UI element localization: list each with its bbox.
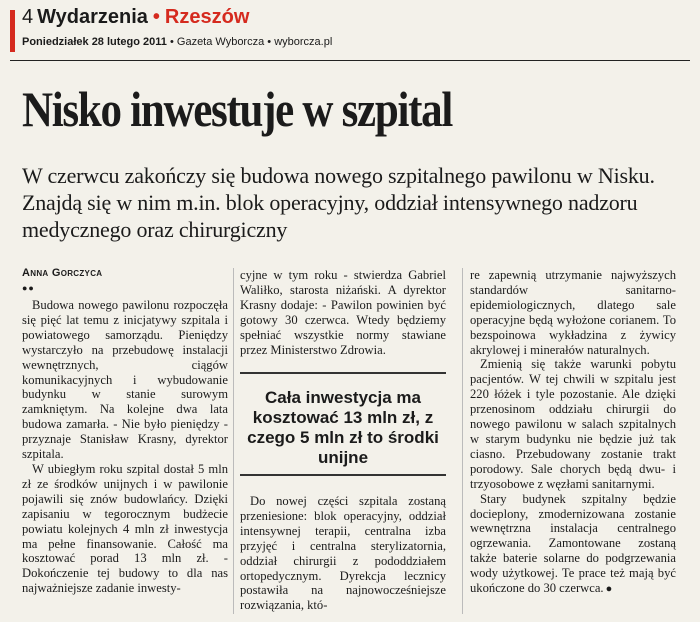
issue-date: Poniedziałek 28 lutego 2011: [22, 36, 167, 48]
issue-info: [22, 36, 332, 48]
header-rule: [10, 60, 690, 61]
column-divider: [233, 268, 234, 614]
article-paragraph: W ubiegłym roku szpital dostał 5 mln zł ze środków unijnych i w pawilonie pojawili się znów budowlańcy. Dzięki zapisaniu w tegorocznym budżecie powiatu kolejnych 4 mln zł inwestycja ma pełne finansowanie. Całość ma kosztować porad 13 mln zł. - Dokończenie tej budowy to dla nas najważniejsze zadanie inwesty-: [22, 461, 228, 596]
article-paragraph: Zmienią się także warunki pobytu pacjentów. W tej chwili w szpitalu jest 220 łóżek i tyle pozostanie. Ale dzięki przenosinom oddziału chirurgii do nowego pawilonu w salach szpitalnych w starym budynku nie będzie już tak ciasno. Przebudowany zostanie trakt porodowy. Sale chorych będą dwu- i trzyosobowe z węzłami sanitarnymi.: [470, 357, 676, 491]
end-of-article-mark: ●: [605, 583, 613, 596]
publisher-name: Gazeta Wyborcza: [176, 36, 265, 48]
article-paragraph: re zapewnią utrzymanie najwyższych standardów sanitarno-epidemiologicznych, dlatego sale operacyjne będą wyłożone corianem. To bezspoinowa wykładzina z żywicy akrylowej i minerałów naturalnych.: [470, 268, 676, 357]
column-divider: [462, 268, 463, 614]
pull-quote-text: Cała inwestycja ma kosztować 13 mln zł, z czego 5 mln zł to środki unijne: [247, 388, 439, 467]
article-headline: Nisko inwestuje w szpital: [22, 81, 453, 137]
issue-separator: •: [267, 36, 272, 48]
article-paragraph: Budowa nowego pawilonu rozpoczęła się pięć lat temu z inicjatywy szpitala i powiatowego samorządu. Pieniędzy wystarczyło na przebudowę instalacji wewnętrznych, ciągów komunikacyjnych i wybudowanie budynku w stanie surowym zamkniętym. Na kolejne dwa lata budowa zamarła. - Nie było pieniędzy - przyznaje Stanisław Krasny, dyrektor szpitala.: [22, 298, 228, 462]
article-paragraph: cyjne w tym roku - stwierdza Gabriel Waliłko, starosta niżański. A dyrektor Krasny dodaje: - Pawilon powinien być gotowy 30 czerwca. Wtedy będziemy spełniać wszystkie normy stawiane przez Ministerstwo Zdrowia.: [240, 268, 446, 357]
article-paragraph-text: Stary budynek szpitalny będzie docieplony, zmodernizowana zostanie wewnętrzna instalacja centralnego ogrzewania. Zamontowane zostaną także baterie solarne do podgrzewania wody użytkowej. Te prace też mają być ukończone do 30 czerwca.: [470, 491, 676, 596]
page-number: 4: [22, 6, 34, 28]
article-column-2-continued: [240, 494, 446, 613]
section-name: Wydarzenia: [37, 6, 148, 28]
article-column-1: [22, 298, 228, 596]
header-separator: •: [152, 6, 160, 28]
publisher-website: wyborcza.pl: [274, 36, 333, 48]
article-paragraph: Do nowej części szpitala zostaną przeniesione: blok operacyjny, oddział intensywnej terapii, centralna izba przyjęć i centralna sterylizatornia, oddział chirurgii z pododdziałem ortopedycznym. Dyrekcja lecznicy postawiła na najnowocześniejsze rozwiązania, któ-: [240, 494, 446, 613]
article-paragraph: [470, 492, 676, 597]
section-city: Rzeszów: [164, 6, 250, 28]
article-author: Anna Gorczyca: [22, 267, 103, 279]
pull-quote: [240, 372, 446, 476]
article-column-2: [240, 268, 446, 357]
article-lead: W czerwcu zakończy się budowa nowego szpitalnego pawilonu w Nisku. Znajdą się w nim m.in. blok operacyjny, oddział intensywnego nadzoru medycznego oraz chirurgiczny: [22, 163, 655, 242]
section-header: [22, 6, 249, 29]
author-mark: ●●: [22, 283, 35, 293]
article-column-3: [470, 268, 676, 597]
section-accent-bar: [10, 10, 15, 52]
issue-separator: •: [169, 36, 174, 48]
